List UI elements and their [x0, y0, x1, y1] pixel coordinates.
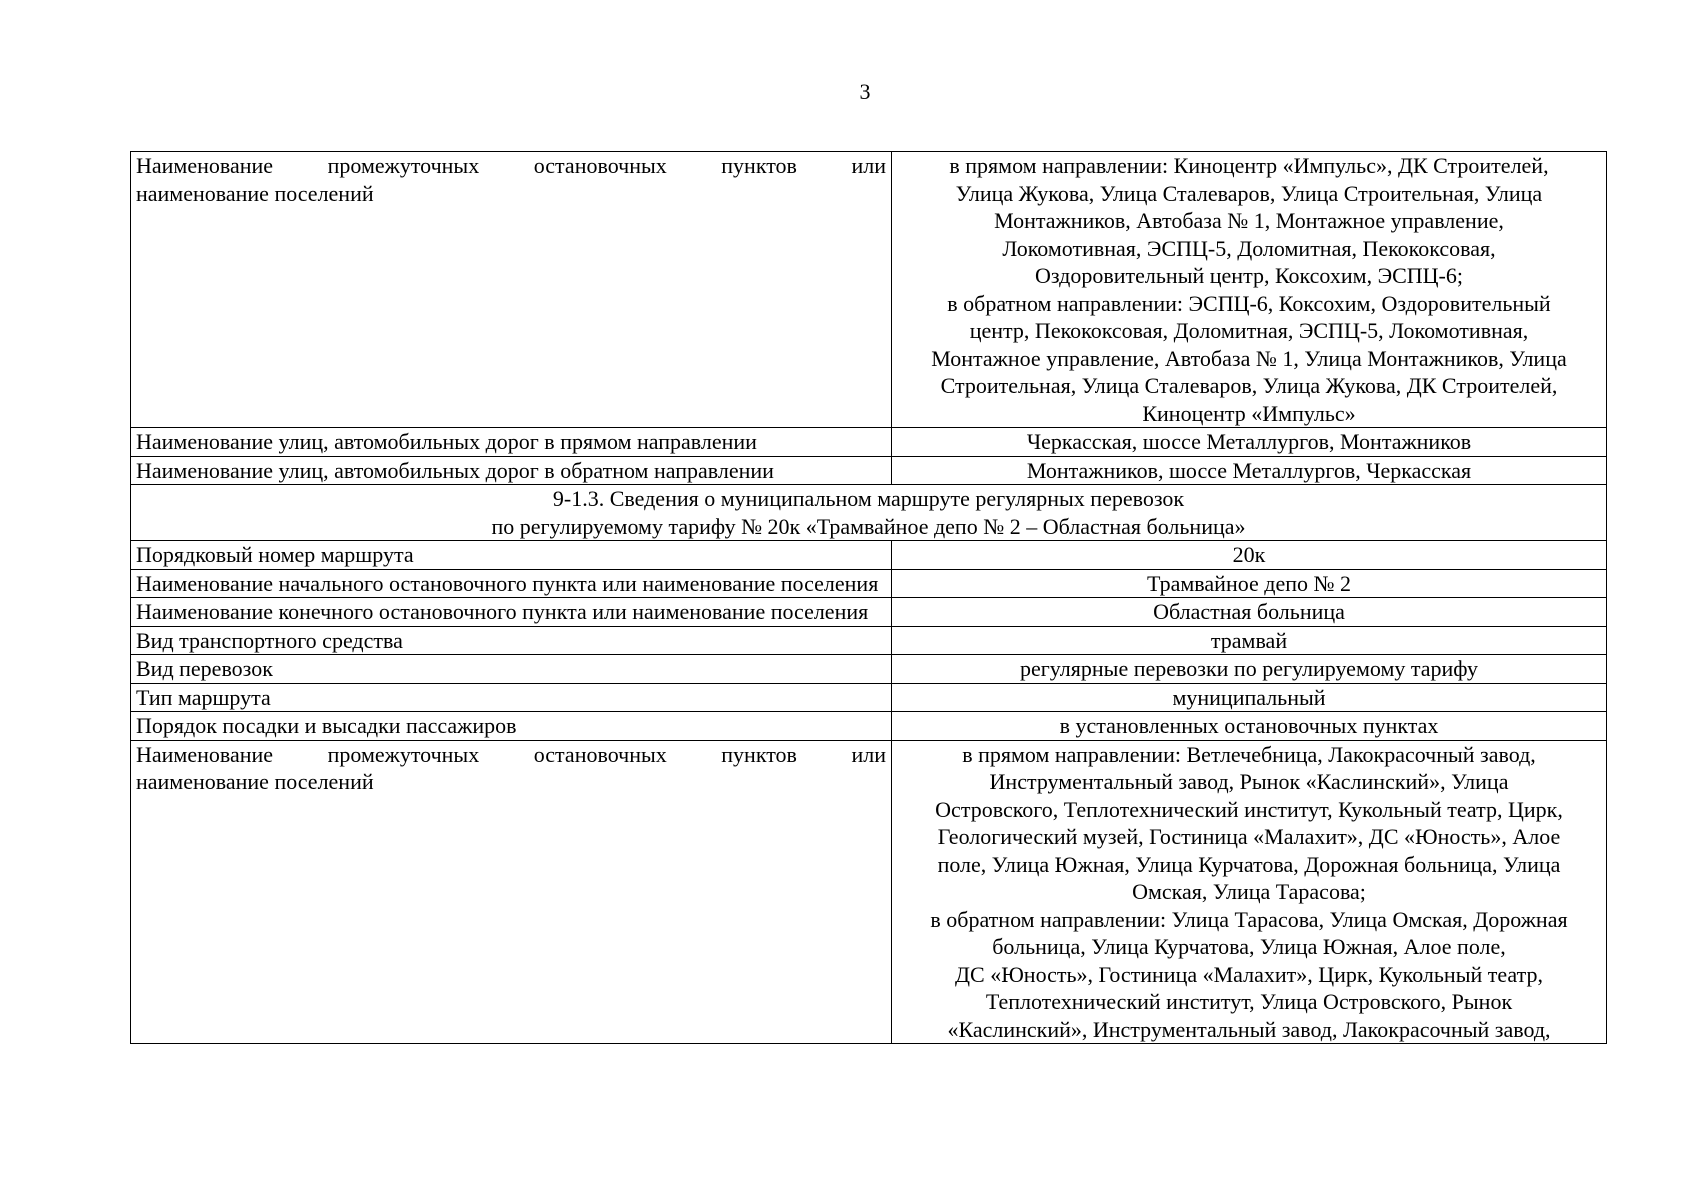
- value-line: больница, Улица Курчатова, Улица Южная, Алое поле,: [992, 934, 1506, 959]
- table-row: [131, 655, 1607, 684]
- vehicle-type-label: Вид транспортного средства: [131, 626, 892, 655]
- route-number-value: 20к: [892, 541, 1607, 570]
- value-line: Киноцентр «Импульс»: [1142, 400, 1356, 426]
- value-line: Инструментальный завод, Рынок «Каслинский», Улица: [989, 769, 1509, 794]
- value-line: Строительная, Улица Сталеваров, Улица Жукова, ДК Строителей,: [940, 373, 1558, 398]
- table-row: [131, 152, 1607, 428]
- section-title: [131, 485, 1607, 541]
- table-row: [131, 428, 1607, 457]
- streets-forward-label: Наименование улиц, автомобильных дорог в прямом направлении: [131, 428, 892, 457]
- value-line: «Каслинский», Инструментальный завод, Лакокрасочный завод,: [947, 1016, 1551, 1042]
- value-line: в прямом направлении: Ветлечебница, Лакокрасочный завод,: [962, 741, 1536, 767]
- table-row: [131, 740, 1607, 1044]
- section-title-line: 9-1.3. Сведения о муниципальном маршруте регулярных перевозок: [552, 486, 1185, 511]
- end-stop-value: Областная больница: [892, 598, 1607, 627]
- value-line: в прямом направлении: Киноцентр «Импульс», ДК Строителей,: [949, 153, 1549, 178]
- value-line: Островского, Теплотехнический институт, Кукольный театр, Цирк,: [935, 796, 1563, 822]
- value-line: центр, Пекококсовая, Доломитная, ЭСПЦ-5, Локомотивная,: [969, 318, 1529, 343]
- value-line: в обратном направлении: ЭСПЦ-6, Коксохим, Оздоровительный: [947, 290, 1551, 316]
- boarding-order-label: Порядок посадки и высадки пассажиров: [131, 712, 892, 741]
- intermediate-stops-value: [892, 152, 1607, 428]
- vehicle-type-value: трамвай: [892, 626, 1607, 655]
- label-line: наименование поселений: [136, 180, 374, 206]
- intermediate-stops-label: [131, 740, 892, 1044]
- table-row: [131, 598, 1607, 627]
- value-line: Оздоровительный центр, Коксохим, ЭСПЦ-6;: [1035, 263, 1463, 288]
- value-line: поле, Улица Южная, Улица Курчатова, Дорожная больница, Улица: [937, 851, 1561, 877]
- label-line: Наименование промежуточных остановочных пунктов или: [136, 153, 886, 178]
- start-stop-value: Трамвайное депо № 2: [892, 569, 1607, 598]
- table-row: [131, 569, 1607, 598]
- table-row: [131, 626, 1607, 655]
- value-line: Теплотехнический институт, Улица Островского, Рынок: [985, 989, 1513, 1014]
- route-number-label: Порядковый номер маршрута: [131, 541, 892, 570]
- value-line: ДС «Юность», Гостиница «Малахит», Цирк, Кукольный театр,: [955, 961, 1543, 987]
- streets-forward-value: Черкасская, шоссе Металлургов, Монтажников: [892, 428, 1607, 457]
- value-line: Локомотивная, ЭСПЦ-5, Доломитная, Пекококсовая,: [1002, 235, 1496, 261]
- intermediate-stops-value: [892, 740, 1607, 1044]
- streets-backward-label: Наименование улиц, автомобильных дорог в обратном направлении: [131, 456, 892, 485]
- streets-backward-value: Монтажников, шоссе Металлургов, Черкасская: [892, 456, 1607, 485]
- table-row: [131, 712, 1607, 741]
- page-number: 3: [859, 79, 871, 104]
- transport-kind-value: регулярные перевозки по регулируемому тарифу: [892, 655, 1607, 684]
- value-line: Монтажников, Автобаза № 1, Монтажное управление,: [994, 208, 1504, 233]
- value-line: Омская, Улица Тарасова;: [1132, 879, 1366, 904]
- route-info-table: [130, 151, 1607, 1044]
- value-line: в обратном направлении: Улица Тарасова, Улица Омская, Дорожная: [930, 906, 1568, 932]
- table-row: [131, 683, 1607, 712]
- transport-kind-label: Вид перевозок: [131, 655, 892, 684]
- route-type-value: муниципальный: [892, 683, 1607, 712]
- end-stop-label: Наименование конечного остановочного пункта или наименование поселения: [131, 598, 892, 627]
- intermediate-stops-label: [131, 152, 892, 428]
- route-type-label: Тип маршрута: [131, 683, 892, 712]
- section-heading-row: [131, 485, 1607, 541]
- value-line: Улица Жукова, Улица Сталеваров, Улица Строительная, Улица: [955, 180, 1543, 206]
- label-line: наименование поселений: [136, 769, 374, 794]
- table-row: [131, 541, 1607, 570]
- label-line: Наименование промежуточных остановочных пунктов или: [136, 741, 886, 767]
- value-line: Геологический музей, Гостиница «Малахит», ДС «Юность», Алое: [937, 824, 1561, 849]
- boarding-order-value: в установленных остановочных пунктах: [892, 712, 1607, 741]
- section-title-line: по регулируемому тарифу № 20к «Трамвайное депо № 2 – Областная больница»: [491, 513, 1246, 539]
- value-line: Монтажное управление, Автобаза № 1, Улица Монтажников, Улица: [931, 345, 1567, 371]
- start-stop-label: Наименование начального остановочного пункта или наименование поселения: [131, 569, 892, 598]
- table-row: [131, 456, 1607, 485]
